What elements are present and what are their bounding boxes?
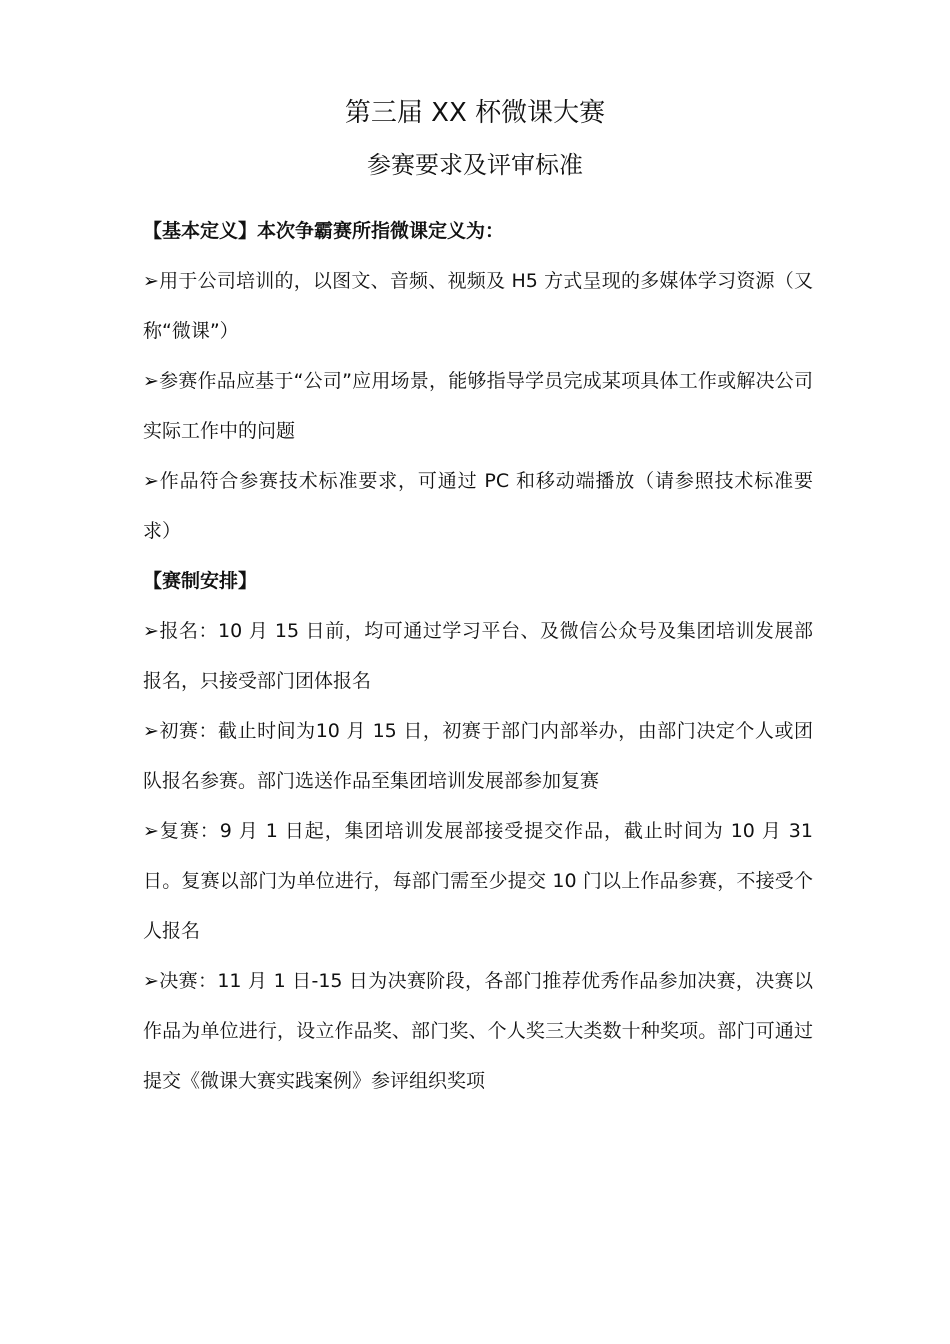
- section-heading-definition: 【基本定义】本次争霸赛所指微课定义为：: [143, 220, 505, 242]
- bullet-arrow-icon: ➢: [143, 620, 159, 642]
- definition-item: [143, 356, 813, 456]
- bullet-arrow-icon: ➢: [143, 270, 159, 292]
- schedule-item: [143, 606, 813, 706]
- definition-item-text: 参赛作品应基于“公司”应用场景，能够指导学员完成某项具体工作或解决公司实际工作中的问题: [143, 370, 813, 442]
- schedule-item-text: 决赛：11 月 1 日-15 日为决赛阶段，各部门推荐优秀作品参加决赛，决赛以作品为单位进行，设立作品奖、部门奖、个人奖三大类数十种奖项。部门可通过提交《微课大赛实践案例》参评组织奖项: [143, 970, 813, 1092]
- bullet-arrow-icon: ➢: [143, 470, 159, 492]
- document-subtitle: 参赛要求及评审标准: [367, 151, 583, 179]
- section-heading-schedule: 【赛制安排】: [143, 570, 258, 592]
- schedule-item-text: 复赛：9 月 1 日起，集团培训发展部接受提交作品，截止时间为 10 月 31 日。复赛以部门为单位进行，每部门需至少提交 10 门以上作品参赛，不接受个人报名: [143, 820, 813, 942]
- bullet-arrow-icon: ➢: [143, 970, 159, 992]
- definition-item-text: 用于公司培训的，以图文、音频、视频及 H5 方式呈现的多媒体学习资源（又称“微课”）: [143, 270, 813, 342]
- schedule-item: [143, 956, 813, 1106]
- schedule-item-text: 初赛：截止时间为10 月 15 日，初赛于部门内部举办，由部门决定个人或团队报名参赛。部门选送作品至集团培训发展部参加复赛: [143, 720, 813, 792]
- definition-item: [143, 456, 813, 556]
- document-title: 第三届 XX 杯微课大赛: [344, 98, 606, 128]
- definition-item-text: 作品符合参赛技术标准要求，可通过 PC 和移动端播放（请参照技术标准要求）: [143, 470, 813, 542]
- bullet-arrow-icon: ➢: [143, 370, 159, 392]
- schedule-item-text: 报名：10 月 15 日前，均可通过学习平台、及微信公众号及集团培训发展部报名，只接受部门团体报名: [143, 620, 813, 692]
- document-body: [143, 206, 813, 1106]
- definition-item: [143, 256, 813, 356]
- bullet-arrow-icon: ➢: [143, 720, 159, 742]
- schedule-item: [143, 806, 813, 956]
- schedule-item: [143, 706, 813, 806]
- bullet-arrow-icon: ➢: [143, 820, 159, 842]
